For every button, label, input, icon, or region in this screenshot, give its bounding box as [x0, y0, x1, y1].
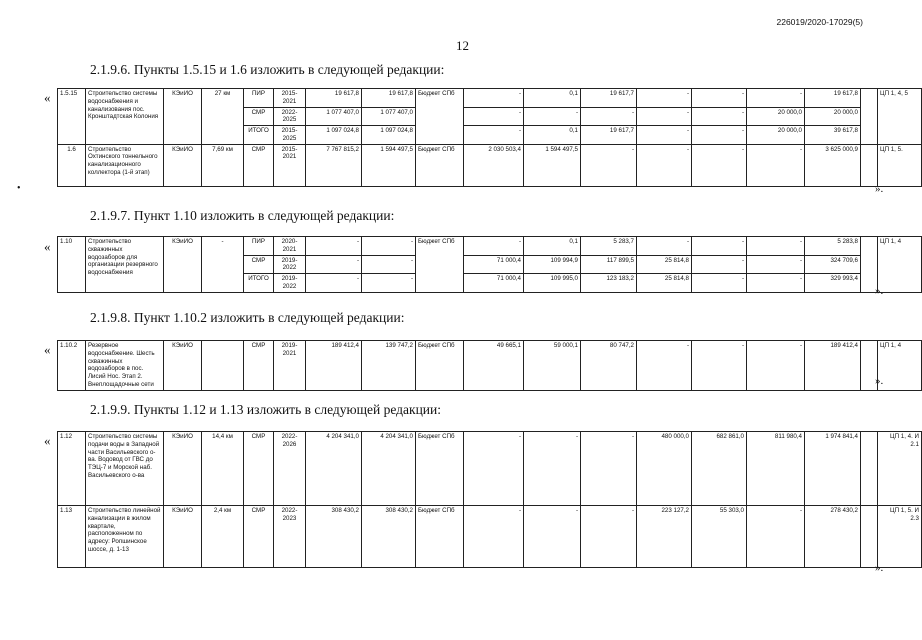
- year-1-value: -: [464, 237, 524, 256]
- year-2-value: 0,1: [524, 237, 581, 256]
- sum-value: 19 617,8: [805, 89, 861, 108]
- sum-value: 5 283,8: [805, 237, 861, 256]
- total-cost: 4 204 341,0: [306, 432, 362, 506]
- object-name: Строительство Охтинского тоннельного канализационного коллектора (1-й этап): [86, 144, 164, 186]
- period: 2022-2023: [274, 506, 306, 568]
- capacity: -: [202, 237, 244, 293]
- agency: КЭиИО: [164, 89, 202, 145]
- quote-close-4: ».: [875, 562, 884, 574]
- target-indicators: ЦП 1, 5.: [878, 144, 922, 186]
- quote-open-3: «: [44, 342, 51, 357]
- row-number: 1.10.2: [58, 341, 86, 391]
- year-1-value: 49 665,1: [464, 341, 524, 391]
- cost-value: 1 077 407,0: [362, 107, 416, 126]
- cost-value: 4 204 341,0: [362, 432, 416, 506]
- empty-cell: [861, 89, 878, 145]
- year-3-value: 80 747,2: [581, 341, 637, 391]
- work-type: ПИР: [244, 89, 274, 108]
- year-6-value: -: [747, 506, 805, 568]
- table-row: [58, 432, 922, 506]
- year-3-value: 19 617,7: [581, 89, 637, 108]
- year-2-value: 1 594 497,5: [524, 144, 581, 186]
- empty-cell: [861, 144, 878, 186]
- work-type: СМР: [244, 341, 274, 391]
- year-1-value: -: [464, 126, 524, 145]
- object-name: Строительство системы водоснабжения и канализования пос. Кронштадтская Колония: [86, 89, 164, 145]
- work-type: СМР: [244, 255, 274, 274]
- row-number: 1.6: [58, 144, 86, 186]
- year-4-value: -: [637, 126, 692, 145]
- capacity: [202, 341, 244, 391]
- sum-value: 20 000,0: [805, 107, 861, 126]
- agency: КЭиИО: [164, 341, 202, 391]
- year-6-value: -: [747, 89, 805, 108]
- period: 2019-2022: [274, 255, 306, 274]
- year-5-value: 682 861,0: [692, 432, 747, 506]
- document-number: 226019/2020-17029(5): [776, 17, 863, 27]
- period: 2015-2025: [274, 126, 306, 145]
- period: 2020-2021: [274, 237, 306, 256]
- year-3-value: -: [581, 144, 637, 186]
- funding-source: Бюджет СПб: [416, 237, 464, 293]
- table-row: [58, 89, 922, 108]
- table-section-1: [57, 88, 922, 187]
- quote-close-2: ».: [875, 285, 884, 297]
- table-row: [58, 341, 922, 391]
- target-indicators: ЦП 1, 5. И 2.3: [878, 506, 922, 568]
- agency: КЭиИО: [164, 237, 202, 293]
- year-6-value: -: [747, 237, 805, 256]
- total-cost: 1 097 024,8: [306, 126, 362, 145]
- year-4-value: -: [637, 237, 692, 256]
- year-2-value: 109 995,0: [524, 274, 581, 293]
- year-6-value: 811 980,4: [747, 432, 805, 506]
- page-number: 12: [456, 38, 469, 53]
- period: 2022-2025: [274, 107, 306, 126]
- table-row: [58, 237, 922, 256]
- year-4-value: 25 814,8: [637, 255, 692, 274]
- year-2-value: 109 994,9: [524, 255, 581, 274]
- year-4-value: -: [637, 341, 692, 391]
- year-6-value: 20 000,0: [747, 126, 805, 145]
- period: 2015-2021: [274, 89, 306, 108]
- total-cost: 7 767 815,2: [306, 144, 362, 186]
- year-4-value: 25 814,8: [637, 274, 692, 293]
- agency: КЭиИО: [164, 506, 202, 568]
- total-cost: -: [306, 255, 362, 274]
- object-name: Строительство линейной канализации в жилом квартале, расположенном по адресу: Ропшинское шоссе, д. 1-13: [86, 506, 164, 568]
- heading-section-3: 2.1.9.8. Пункт 1.10.2 изложить в следующей редакции:: [90, 310, 405, 325]
- heading-section-1: 2.1.9.6. Пункты 1.5.15 и 1.6 изложить в следующей редакции:: [90, 62, 445, 77]
- target-indicators: ЦП 1, 4, 5: [878, 89, 922, 145]
- capacity: 14,4 км: [202, 432, 244, 506]
- period: 2015-2021: [274, 144, 306, 186]
- funding-source: Бюджет СПб: [416, 506, 464, 568]
- empty-cell: [861, 506, 878, 568]
- year-3-value: -: [581, 107, 637, 126]
- table-row: [58, 506, 922, 568]
- year-4-value: -: [637, 107, 692, 126]
- table-row: [58, 144, 922, 186]
- cost-value: 1 594 497,5: [362, 144, 416, 186]
- period: 2022-2026: [274, 432, 306, 506]
- year-3-value: -: [581, 506, 637, 568]
- year-5-value: -: [692, 107, 747, 126]
- row-number: 1.13: [58, 506, 86, 568]
- year-1-value: -: [464, 432, 524, 506]
- empty-cell: [861, 432, 878, 506]
- work-type: СМР: [244, 107, 274, 126]
- year-2-value: 0,1: [524, 126, 581, 145]
- capacity: 7,69 км: [202, 144, 244, 186]
- quote-close-1: ».: [875, 183, 884, 195]
- sum-value: 324 709,6: [805, 255, 861, 274]
- agency: КЭиИО: [164, 144, 202, 186]
- year-4-value: 480 000,0: [637, 432, 692, 506]
- year-5-value: -: [692, 89, 747, 108]
- sum-value: 1 974 841,4: [805, 432, 861, 506]
- year-2-value: -: [524, 506, 581, 568]
- period: 2019-2021: [274, 341, 306, 391]
- sum-value: 278 430,2: [805, 506, 861, 568]
- total-cost: 1 077 407,0: [306, 107, 362, 126]
- funding-source: Бюджет СПб: [416, 89, 464, 145]
- cost-value: 139 747,2: [362, 341, 416, 391]
- year-4-value: -: [637, 144, 692, 186]
- year-6-value: -: [747, 341, 805, 391]
- funding-source: Бюджет СПб: [416, 341, 464, 391]
- work-type: ИТОГО: [244, 126, 274, 145]
- total-cost: -: [306, 274, 362, 293]
- object-name: Строительство скважинных водозаборов для организации резервного водоснабжения: [86, 237, 164, 293]
- year-5-value: -: [692, 144, 747, 186]
- row-number: 1.10: [58, 237, 86, 293]
- year-1-value: 71 000,4: [464, 255, 524, 274]
- sum-value: 39 617,8: [805, 126, 861, 145]
- year-2-value: 59 000,1: [524, 341, 581, 391]
- table-section-3: [57, 340, 922, 391]
- funding-source: Бюджет СПб: [416, 432, 464, 506]
- year-1-value: -: [464, 506, 524, 568]
- total-cost: 189 412,4: [306, 341, 362, 391]
- total-cost: 308 430,2: [306, 506, 362, 568]
- year-5-value: -: [692, 126, 747, 145]
- year-4-value: 223 127,2: [637, 506, 692, 568]
- sum-value: 329 993,4: [805, 274, 861, 293]
- funding-source: Бюджет СПб: [416, 144, 464, 186]
- year-1-value: 2 030 503,4: [464, 144, 524, 186]
- work-type: ПИР: [244, 237, 274, 256]
- object-name: Резервное водоснабжение. Шесть скважинных водозаборов в пос. Лисий Нос. Этап 2. Внеплощадочные сети: [86, 341, 164, 391]
- work-type: СМР: [244, 432, 274, 506]
- work-type: СМР: [244, 144, 274, 186]
- capacity: 27 км: [202, 89, 244, 145]
- year-3-value: 123 183,2: [581, 274, 637, 293]
- year-1-value: -: [464, 89, 524, 108]
- quote-open-1: «: [44, 90, 51, 105]
- year-5-value: 55 303,0: [692, 506, 747, 568]
- year-3-value: 117 899,5: [581, 255, 637, 274]
- row-number: 1.5.15: [58, 89, 86, 145]
- year-5-value: -: [692, 274, 747, 293]
- period: 2019-2022: [274, 274, 306, 293]
- year-6-value: 20 000,0: [747, 107, 805, 126]
- margin-dot: •: [17, 183, 21, 194]
- work-type: СМР: [244, 506, 274, 568]
- year-6-value: -: [747, 274, 805, 293]
- cost-value: 19 617,8: [362, 89, 416, 108]
- row-number: 1.12: [58, 432, 86, 506]
- target-indicators: ЦП 1, 4: [878, 341, 922, 391]
- cost-value: -: [362, 255, 416, 274]
- year-1-value: -: [464, 107, 524, 126]
- target-indicators: ЦП 1, 4. И 2.1: [878, 432, 922, 506]
- year-5-value: -: [692, 341, 747, 391]
- year-2-value: 0,1: [524, 89, 581, 108]
- cost-value: -: [362, 274, 416, 293]
- year-6-value: -: [747, 255, 805, 274]
- year-3-value: -: [581, 432, 637, 506]
- year-1-value: 71 000,4: [464, 274, 524, 293]
- year-6-value: -: [747, 144, 805, 186]
- total-cost: -: [306, 237, 362, 256]
- year-5-value: -: [692, 237, 747, 256]
- total-cost: 19 617,8: [306, 89, 362, 108]
- year-4-value: -: [637, 89, 692, 108]
- sum-value: 189 412,4: [805, 341, 861, 391]
- quote-close-3: ».: [875, 375, 884, 387]
- year-5-value: -: [692, 255, 747, 274]
- object-name: Строительство системы подачи воды в Западной части Васильевского о-ва. Водовод от ГВС до ТЭЦ-7 и Морской наб. Васильевского о-ва: [86, 432, 164, 506]
- table-section-2: [57, 236, 922, 293]
- quote-open-4: «: [44, 433, 51, 448]
- heading-section-4: 2.1.9.9. Пункты 1.12 и 1.13 изложить в следующей редакции:: [90, 402, 442, 417]
- cost-value: 308 430,2: [362, 506, 416, 568]
- year-3-value: 5 283,7: [581, 237, 637, 256]
- quote-open-2: «: [44, 239, 51, 254]
- agency: КЭиИО: [164, 432, 202, 506]
- capacity: 2,4 км: [202, 506, 244, 568]
- year-3-value: 19 617,7: [581, 126, 637, 145]
- target-indicators: ЦП 1, 4: [878, 237, 922, 293]
- heading-section-2: 2.1.9.7. Пункт 1.10 изложить в следующей редакции:: [90, 208, 395, 223]
- cost-value: 1 097 024,8: [362, 126, 416, 145]
- year-2-value: -: [524, 432, 581, 506]
- cost-value: -: [362, 237, 416, 256]
- table-section-4: [57, 431, 922, 568]
- sum-value: 3 625 000,9: [805, 144, 861, 186]
- empty-cell: [861, 237, 878, 293]
- work-type: ИТОГО: [244, 274, 274, 293]
- year-2-value: -: [524, 107, 581, 126]
